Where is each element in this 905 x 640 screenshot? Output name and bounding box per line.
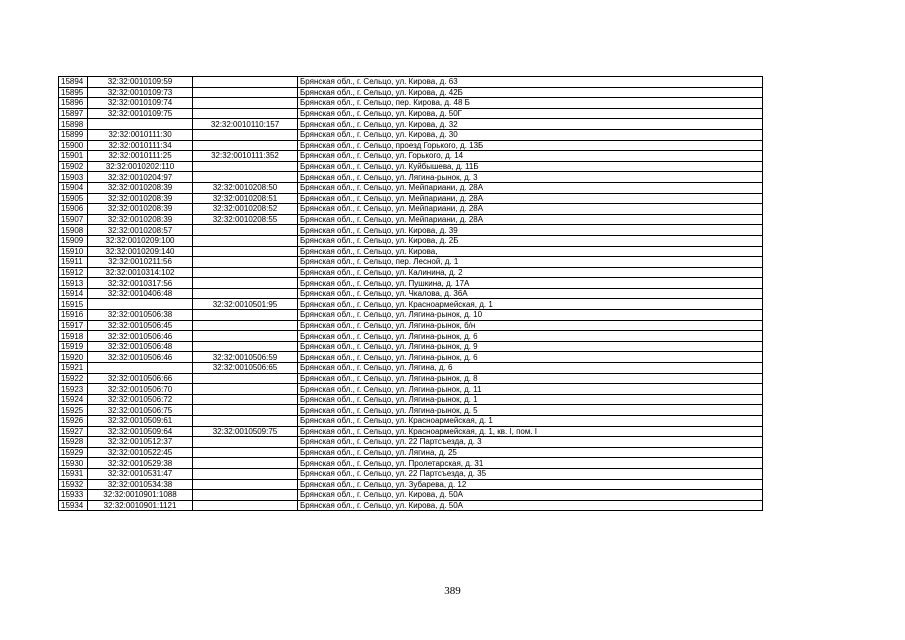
cadastral-number-cell: 32:32:0010109:73 [88, 87, 193, 98]
address-cell: Брянская обл., г. Сельцо, ул. Красноармейская, д. 1 [298, 416, 763, 427]
related-cadastral-number-cell [193, 140, 298, 151]
table-row [59, 352, 763, 363]
table-row [59, 405, 763, 416]
related-cadastral-number-cell [193, 267, 298, 278]
table-row [59, 246, 763, 257]
cadastral-number-cell: 32:32:0010506:38 [88, 310, 193, 321]
related-cadastral-number-cell: 32:32:0010509:75 [193, 426, 298, 437]
table-row [59, 87, 763, 98]
row-number-cell: 15917 [59, 320, 88, 331]
table-row [59, 373, 763, 384]
row-number-cell: 15902 [59, 161, 88, 172]
address-cell: Брянская обл., г. Сельцо, ул. Лягина-рынок, д. 8 [298, 373, 763, 384]
row-number-cell: 15911 [59, 257, 88, 268]
row-number-cell: 15919 [59, 341, 88, 352]
row-number-cell: 15898 [59, 119, 88, 130]
cadastral-number-cell: 32:32:0010109:74 [88, 98, 193, 109]
related-cadastral-number-cell [193, 129, 298, 140]
address-cell: Брянская обл., г. Сельцо, ул. Кирова, д. 42Б [298, 87, 763, 98]
related-cadastral-number-cell: 32:32:0010506:59 [193, 352, 298, 363]
table-row [59, 182, 763, 193]
address-cell: Брянская обл., г. Сельцо, ул. Лягина-рынок, д. 3 [298, 172, 763, 183]
row-number-cell: 15916 [59, 310, 88, 321]
cadastral-number-cell: 32:32:0010901:1121 [88, 500, 193, 511]
address-cell: Брянская обл., г. Сельцо, ул. Мейпариани, д. 28А [298, 214, 763, 225]
cadastral-number-cell: 32:32:0010209:140 [88, 246, 193, 257]
related-cadastral-number-cell [193, 77, 298, 88]
address-cell: Брянская обл., г. Сельцо, ул. Куйбышева, д. 11Б [298, 161, 763, 172]
row-number-cell: 15933 [59, 490, 88, 501]
address-cell: Брянская обл., г. Сельцо, ул. Красноармейская, д. 1, кв. I, пом. I [298, 426, 763, 437]
table-row [59, 98, 763, 109]
related-cadastral-number-cell [193, 98, 298, 109]
row-number-cell: 15934 [59, 500, 88, 511]
row-number-cell: 15910 [59, 246, 88, 257]
address-cell: Брянская обл., г. Сельцо, ул. Чкалова, д. 36А [298, 288, 763, 299]
related-cadastral-number-cell [193, 257, 298, 268]
cadastral-number-cell: 32:32:0010512:37 [88, 437, 193, 448]
row-number-cell: 15906 [59, 204, 88, 215]
cadastral-number-cell: 32:32:0010208:39 [88, 204, 193, 215]
row-number-cell: 15903 [59, 172, 88, 183]
table-row [59, 257, 763, 268]
address-cell: Брянская обл., г. Сельцо, ул. Красноармейская, д. 1 [298, 299, 763, 310]
table-row [59, 214, 763, 225]
address-cell: Брянская обл., г. Сельцо, ул. Лягина-рынок, д. 9 [298, 341, 763, 352]
address-cell: Брянская обл., г. Сельцо, ул. Кирова, д. 63 [298, 77, 763, 88]
row-number-cell: 15904 [59, 182, 88, 193]
address-cell: Брянская обл., г. Сельцо, ул. Кирова, д. 32 [298, 119, 763, 130]
table-row [59, 416, 763, 427]
related-cadastral-number-cell: 32:32:0010501:95 [193, 299, 298, 310]
related-cadastral-number-cell [193, 87, 298, 98]
address-cell: Брянская обл., г. Сельцо, ул. Кирова, д. 50Г [298, 108, 763, 119]
row-number-cell: 15912 [59, 267, 88, 278]
table-row [59, 288, 763, 299]
cadastral-number-cell: 32:32:0010406:48 [88, 288, 193, 299]
table-row [59, 225, 763, 236]
related-cadastral-number-cell: 32:32:0010506:65 [193, 363, 298, 374]
address-cell: Брянская обл., г. Сельцо, ул. Мейпариани, д. 28А [298, 182, 763, 193]
row-number-cell: 15897 [59, 108, 88, 119]
address-cell: Брянская обл., г. Сельцо, ул. Лягина, д. 6 [298, 363, 763, 374]
table-row [59, 310, 763, 321]
table-row [59, 172, 763, 183]
related-cadastral-number-cell [193, 288, 298, 299]
row-number-cell: 15915 [59, 299, 88, 310]
row-number-cell: 15932 [59, 479, 88, 490]
table-row [59, 267, 763, 278]
related-cadastral-number-cell [193, 384, 298, 395]
table-row [59, 320, 763, 331]
table-row [59, 331, 763, 342]
cadastral-number-cell: 32:32:0010506:75 [88, 405, 193, 416]
address-cell: Брянская обл., г. Сельцо, ул. Лягина-рынок, д. 11 [298, 384, 763, 395]
table-row [59, 204, 763, 215]
table-row [59, 426, 763, 437]
address-cell: Брянская обл., г. Сельцо, ул. Зубарева, д. 12 [298, 479, 763, 490]
cadastral-number-cell: 32:32:0010202:110 [88, 161, 193, 172]
cadastral-number-cell: 32:32:0010506:70 [88, 384, 193, 395]
address-cell: Брянская обл., г. Сельцо, ул. Лягина-рынок, д. 6 [298, 352, 763, 363]
cadastral-number-cell: 32:32:0010317:56 [88, 278, 193, 289]
row-number-cell: 15925 [59, 405, 88, 416]
related-cadastral-number-cell [193, 225, 298, 236]
cadastral-number-cell [88, 299, 193, 310]
cadastral-number-cell: 32:32:0010506:66 [88, 373, 193, 384]
row-number-cell: 15894 [59, 77, 88, 88]
table-row [59, 468, 763, 479]
related-cadastral-number-cell [193, 479, 298, 490]
cadastral-number-cell: 32:32:0010509:61 [88, 416, 193, 427]
table-row [59, 490, 763, 501]
cadastral-number-cell: 32:32:0010111:30 [88, 129, 193, 140]
cadastral-number-cell: 32:32:0010314:102 [88, 267, 193, 278]
table-row [59, 278, 763, 289]
related-cadastral-number-cell [193, 246, 298, 257]
row-number-cell: 15899 [59, 129, 88, 140]
address-cell: Брянская обл., г. Сельцо, ул. Мейпариани, д. 28А [298, 204, 763, 215]
cadastral-number-cell: 32:32:0010506:48 [88, 341, 193, 352]
cadastral-number-cell: 32:32:0010208:39 [88, 193, 193, 204]
related-cadastral-number-cell [193, 490, 298, 501]
related-cadastral-number-cell [193, 278, 298, 289]
related-cadastral-number-cell [193, 373, 298, 384]
address-cell: Брянская обл., г. Сельцо, ул. Мейпариани, д. 28А [298, 193, 763, 204]
row-number-cell: 15896 [59, 98, 88, 109]
table-row [59, 108, 763, 119]
address-cell: Брянская обл., г. Сельцо, ул. 22 Партсъезда, д. 3 [298, 437, 763, 448]
related-cadastral-number-cell: 32:32:0010111:352 [193, 151, 298, 162]
address-cell: Брянская обл., г. Сельцо, ул. Лягина-рынок, д. 5 [298, 405, 763, 416]
cadastral-number-cell: 32:32:0010509:64 [88, 426, 193, 437]
cadastral-number-cell: 32:32:0010534:38 [88, 479, 193, 490]
related-cadastral-number-cell: 32:32:0010208:52 [193, 204, 298, 215]
row-number-cell: 15907 [59, 214, 88, 225]
address-cell: Брянская обл., г. Сельцо, ул. Кирова, д. 30 [298, 129, 763, 140]
cadastral-number-cell: 32:32:0010111:25 [88, 151, 193, 162]
table-row [59, 437, 763, 448]
related-cadastral-number-cell: 32:32:0010110:157 [193, 119, 298, 130]
table-row [59, 458, 763, 469]
table-row [59, 129, 763, 140]
address-cell: Брянская обл., г. Сельцо, ул. Пушкина, д. 17А [298, 278, 763, 289]
cadastral-number-cell: 32:32:0010506:45 [88, 320, 193, 331]
row-number-cell: 15921 [59, 363, 88, 374]
cadastral-number-cell: 32:32:0010209:100 [88, 235, 193, 246]
table-row [59, 447, 763, 458]
related-cadastral-number-cell [193, 331, 298, 342]
related-cadastral-number-cell [193, 416, 298, 427]
address-cell: Брянская обл., г. Сельцо, ул. Кирова, [298, 246, 763, 257]
related-cadastral-number-cell [193, 437, 298, 448]
row-number-cell: 15914 [59, 288, 88, 299]
table-row [59, 363, 763, 374]
address-cell: Брянская обл., г. Сельцо, ул. Лягина-рынок, д. 1 [298, 394, 763, 405]
address-cell: Брянская обл., г. Сельцо, ул. Кирова, д. 2Б [298, 235, 763, 246]
registry-table-body [59, 77, 763, 511]
related-cadastral-number-cell [193, 310, 298, 321]
related-cadastral-number-cell [193, 108, 298, 119]
address-cell: Брянская обл., г. Сельцо, пер. Кирова, д. 48 Б [298, 98, 763, 109]
cadastral-number-cell: 32:32:0010204:97 [88, 172, 193, 183]
row-number-cell: 15901 [59, 151, 88, 162]
related-cadastral-number-cell: 32:32:0010208:55 [193, 214, 298, 225]
address-cell: Брянская обл., г. Сельцо, ул. Пролетарская, д. 31 [298, 458, 763, 469]
address-cell: Брянская обл., г. Сельцо, ул. Лягина-рынок, б/н [298, 320, 763, 331]
row-number-cell: 15905 [59, 193, 88, 204]
row-number-cell: 15900 [59, 140, 88, 151]
table-row [59, 341, 763, 352]
table-row [59, 193, 763, 204]
row-number-cell: 15908 [59, 225, 88, 236]
cadastral-number-cell: 32:32:0010901:1088 [88, 490, 193, 501]
cadastral-number-cell: 32:32:0010522:45 [88, 447, 193, 458]
cadastral-number-cell: 32:32:0010211:56 [88, 257, 193, 268]
table-row [59, 140, 763, 151]
row-number-cell: 15918 [59, 331, 88, 342]
cadastral-number-cell: 32:32:0010208:39 [88, 214, 193, 225]
row-number-cell: 15913 [59, 278, 88, 289]
related-cadastral-number-cell: 32:32:0010208:50 [193, 182, 298, 193]
related-cadastral-number-cell [193, 468, 298, 479]
table-row [59, 479, 763, 490]
related-cadastral-number-cell [193, 320, 298, 331]
cadastral-number-cell: 32:32:0010506:72 [88, 394, 193, 405]
address-cell: Брянская обл., г. Сельцо, проезд Горького, д. 13Б [298, 140, 763, 151]
related-cadastral-number-cell [193, 172, 298, 183]
row-number-cell: 15927 [59, 426, 88, 437]
related-cadastral-number-cell [193, 394, 298, 405]
related-cadastral-number-cell [193, 405, 298, 416]
page-number: 389 [444, 585, 461, 597]
row-number-cell: 15926 [59, 416, 88, 427]
address-cell: Брянская обл., г. Сельцо, ул. Кирова, д. 50А [298, 490, 763, 501]
cadastral-number-cell: 32:32:0010208:39 [88, 182, 193, 193]
cadastral-number-cell: 32:32:0010109:59 [88, 77, 193, 88]
table-row [59, 394, 763, 405]
row-number-cell: 15931 [59, 468, 88, 479]
cadastral-number-cell [88, 119, 193, 130]
address-cell: Брянская обл., г. Сельцо, ул. Лягина-рынок, д. 6 [298, 331, 763, 342]
table-row [59, 77, 763, 88]
related-cadastral-number-cell: 32:32:0010208:51 [193, 193, 298, 204]
cadastral-number-cell: 32:32:0010529:38 [88, 458, 193, 469]
related-cadastral-number-cell [193, 458, 298, 469]
cadastral-number-cell: 32:32:0010506:46 [88, 331, 193, 342]
table-row [59, 119, 763, 130]
table-row [59, 161, 763, 172]
property-registry-table [58, 76, 763, 511]
cadastral-number-cell: 32:32:0010111:34 [88, 140, 193, 151]
table-row [59, 151, 763, 162]
cadastral-number-cell: 32:32:0010109:75 [88, 108, 193, 119]
address-cell: Брянская обл., г. Сельцо, ул. Кирова, д. 39 [298, 225, 763, 236]
related-cadastral-number-cell [193, 341, 298, 352]
cadastral-number-cell: 32:32:0010208:57 [88, 225, 193, 236]
address-cell: Брянская обл., г. Сельцо, ул. Кирова, д. 50А [298, 500, 763, 511]
cadastral-number-cell: 32:32:0010506:46 [88, 352, 193, 363]
address-cell: Брянская обл., г. Сельцо, ул. Лягина-рынок, д. 10 [298, 310, 763, 321]
table-row [59, 299, 763, 310]
address-cell: Брянская обл., г. Сельцо, пер. Лесной, д. 1 [298, 257, 763, 268]
row-number-cell: 15909 [59, 235, 88, 246]
row-number-cell: 15895 [59, 87, 88, 98]
address-cell: Брянская обл., г. Сельцо, ул. Горького, д. 14 [298, 151, 763, 162]
row-number-cell: 15920 [59, 352, 88, 363]
cadastral-number-cell: 32:32:0010531:47 [88, 468, 193, 479]
related-cadastral-number-cell [193, 235, 298, 246]
row-number-cell: 15929 [59, 447, 88, 458]
address-cell: Брянская обл., г. Сельцо, ул. Лягина, д. 25 [298, 447, 763, 458]
row-number-cell: 15922 [59, 373, 88, 384]
table-row [59, 235, 763, 246]
related-cadastral-number-cell [193, 447, 298, 458]
cadastral-number-cell [88, 363, 193, 374]
address-cell: Брянская обл., г. Сельцо, ул. Калинина, д. 2 [298, 267, 763, 278]
row-number-cell: 15924 [59, 394, 88, 405]
related-cadastral-number-cell [193, 161, 298, 172]
row-number-cell: 15930 [59, 458, 88, 469]
table-row [59, 384, 763, 395]
row-number-cell: 15923 [59, 384, 88, 395]
address-cell: Брянская обл., г. Сельцо, ул. 22 Партсъезда, д. 35 [298, 468, 763, 479]
table-row [59, 500, 763, 511]
related-cadastral-number-cell [193, 500, 298, 511]
row-number-cell: 15928 [59, 437, 88, 448]
